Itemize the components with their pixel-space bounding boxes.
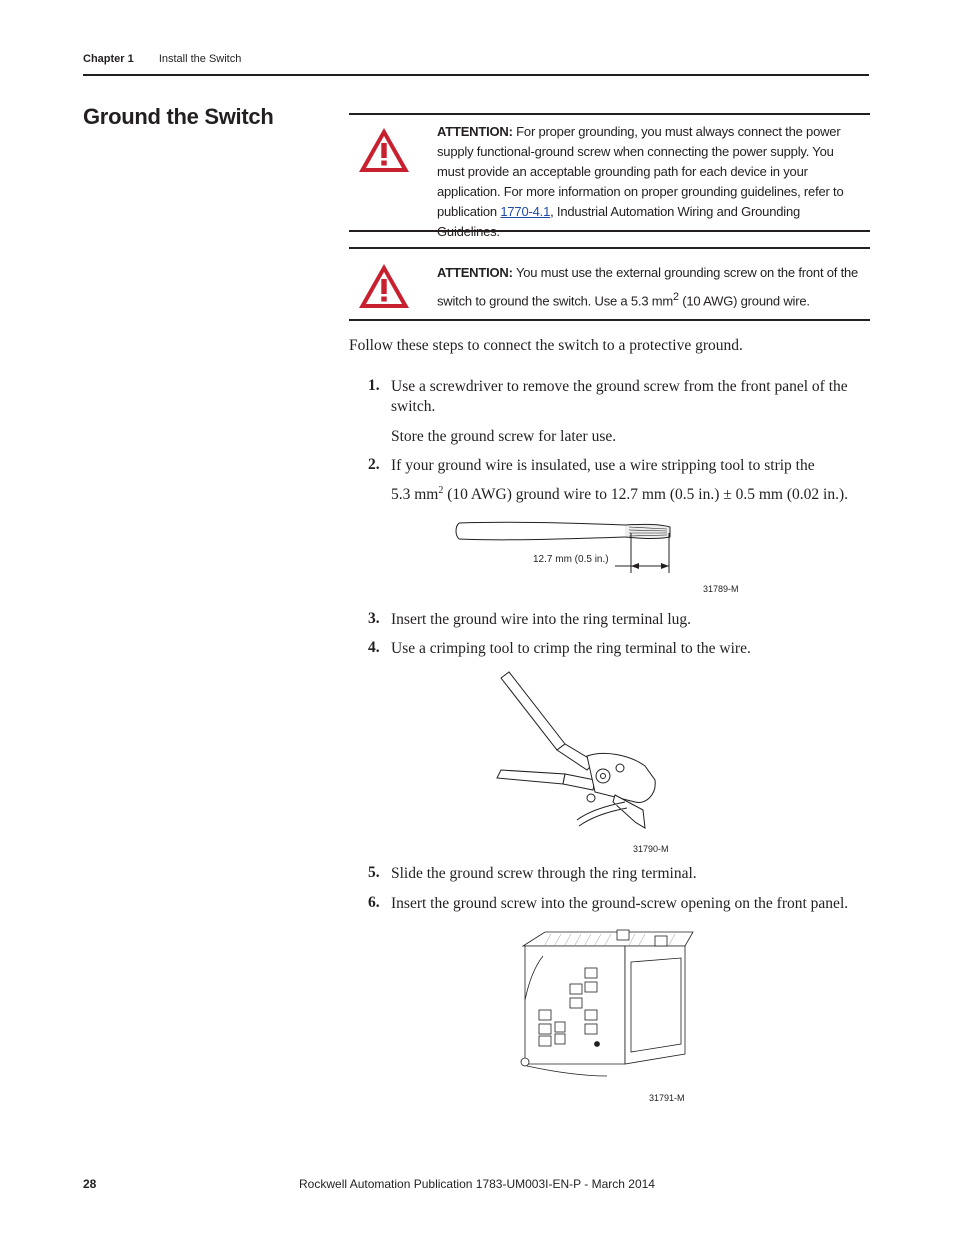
step-number: 3. (368, 610, 380, 627)
step-text-part: 5.3 mm (391, 486, 439, 504)
step-text: If your ground wire is insulated, use a wire stripping tool to strip the (391, 457, 815, 474)
superscript: 2 (438, 485, 444, 496)
figure-id: 31789-M (703, 584, 739, 594)
attention-text (437, 261, 860, 313)
step-text-part: (10 AWG) ground wire to 12.7 mm (0.5 in.) ± 0.5 mm (0.02 in.). (443, 486, 848, 504)
figure-id: 31790-M (633, 844, 669, 854)
section-label: Install the Switch (158, 53, 242, 65)
attention-box-grounding (349, 113, 870, 239)
dimension-label: 12.7 mm (0.5 in.) (533, 554, 609, 565)
section-title: Ground the Switch (83, 104, 274, 129)
attention-box-screw (349, 247, 870, 321)
step-note: Store the ground screw for later use. (391, 428, 617, 445)
publication-link[interactable]: 1770-4.1 (500, 204, 551, 219)
step-text: Insert the ground wire into the ring terminal lug. (391, 611, 692, 628)
attention-label: ATTENTION: (437, 124, 513, 139)
step-text: Insert the ground screw into the ground-screw opening on the front panel. (391, 895, 849, 912)
attention-label: ATTENTION: (437, 265, 513, 280)
page-number: 28 (83, 1177, 97, 1191)
step-text: Slide the ground screw through the ring terminal. (391, 865, 697, 882)
attention-body: For proper grounding, you must always connect the power supply functional-ground screw when connecting the power supply. You must provide an acceptable grounding path for each device in your application. For more information on proper grounding guidelines, refer to publication (437, 124, 844, 219)
publication-footer: Rockwell Automation Publication 1783-UM003I-EN-P - March 2014 (299, 1177, 655, 1191)
crimping-tool-figure (495, 670, 665, 835)
stripped-wire-figure (455, 515, 695, 575)
attention-body-end: (10 AWG) ground wire. (678, 293, 810, 309)
warning-triangle-icon (357, 262, 411, 310)
header-divider (83, 74, 869, 76)
step-number: 1. (368, 377, 380, 394)
figure-id: 31791-M (649, 1093, 685, 1103)
attention-body-end: , Industrial Automation Wiring and Grounding Guidelines. (437, 204, 801, 239)
attention-body: You must use the external grounding screw on the front of the switch to ground the switch. Use a 5.3 mm (437, 265, 859, 309)
chapter-label: Chapter 1 (83, 53, 134, 65)
superscript: 2 (673, 291, 679, 303)
step-number: 5. (368, 864, 380, 881)
step-text: Use a crimping tool to crimp the ring terminal to the wire. (391, 640, 751, 657)
attention-text (437, 122, 860, 242)
step-number: 6. (368, 894, 380, 911)
step-text-line2 (391, 481, 848, 505)
running-header (83, 53, 241, 65)
step-text: Use a screwdriver to remove the ground screw from the front panel of the switch. (391, 378, 848, 415)
step-number: 4. (368, 639, 380, 656)
step-number: 2. (368, 456, 380, 473)
switch-figure (515, 926, 695, 1086)
warning-triangle-icon (357, 126, 411, 174)
intro-paragraph: Follow these steps to connect the switch to a protective ground. (349, 337, 743, 354)
